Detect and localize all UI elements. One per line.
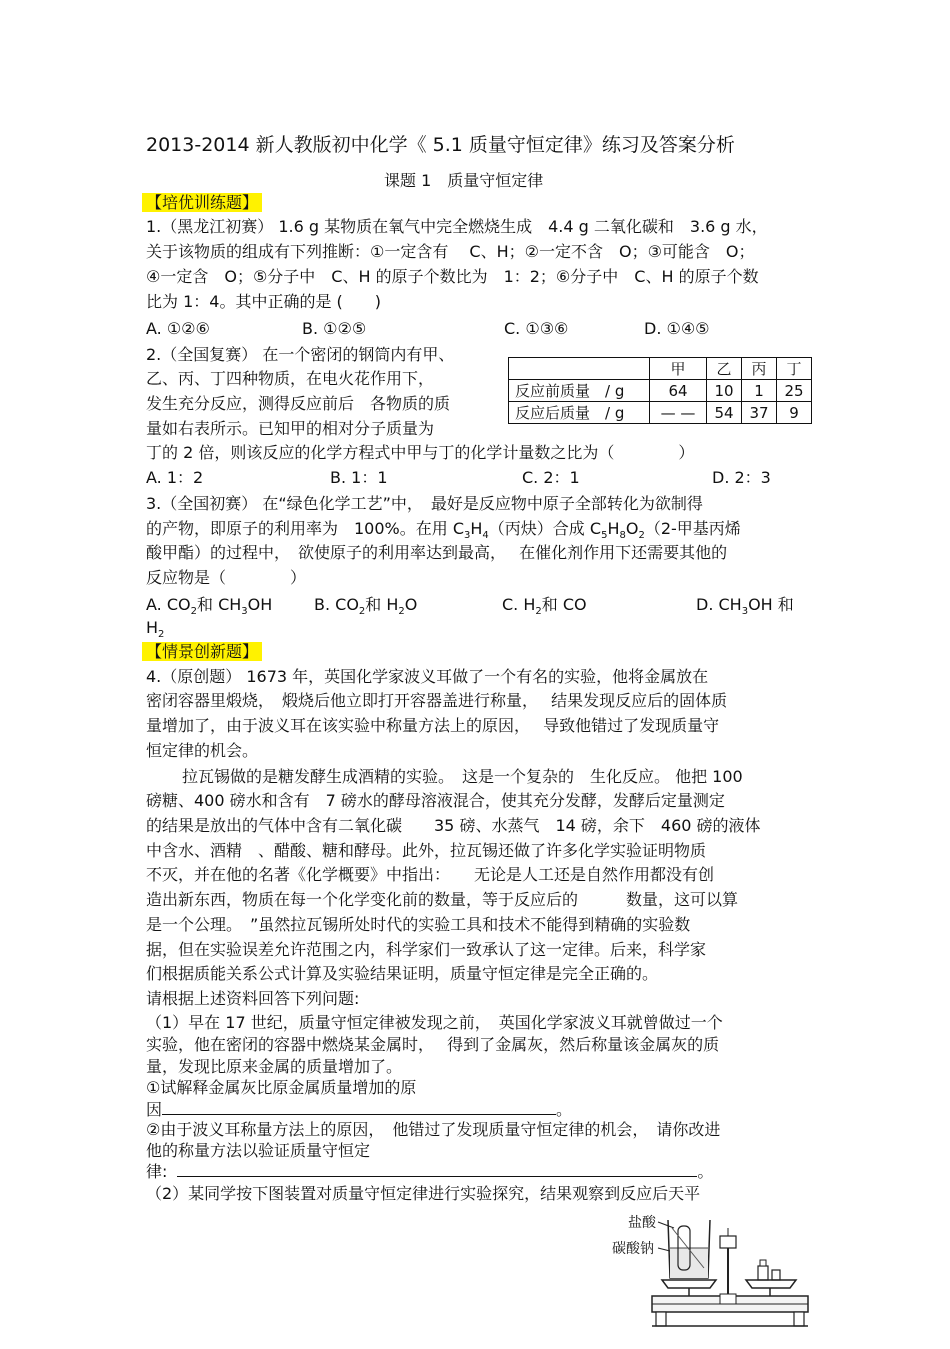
q4-line-1: 4.（原创题） 1673 年，英国化学家波义耳做了一个有名的实验，他将金属放在 [146,667,709,686]
q4-para-line-2: 磅糖、400 磅水和含有 7 磅水的酵母溶液混合，使其充分发酵，发酵后定量测定 [146,791,725,810]
q2-line-5: 丁的 2 倍，则该反应的化学方程式中甲与丁的化学计量数之比为（ ） [146,443,695,462]
q4-sub2-line-1: （2）某同学按下图装置对质量守恒定律进行实验探究，结果观察到反应后天平 [146,1184,701,1203]
q1-line-4: 比为 1：4。其中正确的是 ( ) [146,292,382,311]
answer-blank[interactable] [162,1100,556,1115]
q1-line-2: 关于该物质的组成有下列推断：①一定含有 C、H；②一定不含 O；③可能含 O； [146,242,755,261]
q2-line-1: 2.（全国复赛） 在一个密闭的钢筒内有甲、 [146,345,455,364]
q2-line-2: 乙、丙、丁四种物质，在电火花作用下， [146,369,435,388]
q3-option-d-cont: $H_2$ [146,618,165,641]
q4-sub1-question-1: ①试解释金属灰比原金属质量增加的原 [146,1078,417,1097]
q4-para-line-6: 造出新东西，物质在每一个化学变化前的数量，等于反应后的 数量，这可以算 [146,890,739,909]
q1-line-1: 1.（黑龙江初赛） 1.6 g 某物质在氧气中完全燃烧生成 4.4 g 二氧化碳和 3.6 g 水， [146,217,768,236]
lesson-subtitle: 课题 1 质量守恒定律 [384,171,544,190]
q4-sub1-question-2-line-1: ②由于波义耳称量方法上的原因， 他错过了发现质量守恒定律的机会， 请你改进 [146,1120,721,1139]
q4-para-line-4: 中含水、酒精 、醋酸、糖和酵母。此外，拉瓦锡还做了许多化学实验证明物质 [146,841,707,860]
table-header-row [509,358,812,380]
q3-option-c: C. $H_2$和 CO [502,595,587,618]
figure-label-sodium-carbonate: 碳酸钠 [612,1241,654,1257]
q1-line-3: ④一定含 O；⑤分子中 C、H 的原子个数比为 1：2；⑥分子中 C、H 的原子个数 [146,267,759,286]
table-cell: 丁 [777,358,812,380]
table-cell: 反应前质量 / g [509,380,650,402]
q3-option-a: A. $CO_2$和 $CH_3OH$ [146,595,273,618]
q1-option-b: B. ①②⑤ [302,319,367,338]
q1-option-c: C. ①③⑥ [504,319,569,338]
q4-para-line-1: 拉瓦锡做的是糖发酵生成酒精的实验。 这是一个复杂的 生化反应。 他把 100 [182,767,743,786]
figure-label-hydrochloric-acid: 盐酸 [628,1215,656,1231]
q4-sub1-question-2-line-2: 他的称量方法以验证质量守恒定 [146,1141,371,1160]
mass-table [508,357,812,424]
table-cell: 乙 [707,358,742,380]
table-cell: 丙 [742,358,777,380]
q4-para-line-7: 是一个公理。 ”虽然拉瓦锡所处时代的实验工具和技术不能得到精确的实验数 [146,915,691,934]
q4-para-line-3: 的结果是放出的气体中含有二氧化碳 35 磅、水蒸气 14 磅，余下 460 磅的液体 [146,816,761,835]
q4-para-line-5: 不灭，并在他的名著《化学概要》中指出： 无论是人工还是自然作用都没有创 [146,865,715,884]
table-cell [509,358,650,380]
q2-line-3: 发生充分反应，测得反应前后 各物质的质 [146,394,451,413]
q1-option-a: A. ①②⑥ [146,319,210,338]
q2-option-a: A. 1：2 [146,468,204,487]
q4-instruction: 请根据上述资料回答下列问题: [146,989,360,1008]
section-heading-training: 【培优训练题】 [146,192,262,214]
q4-para-line-8: 据，但在实验误差允许范围之内，科学家们一致承认了这一定律。后来，科学家 [146,940,707,959]
q4-sub1-answer-2: 律: 。 [146,1162,714,1181]
section-heading-scenario: 【情景创新题】 [146,641,262,663]
table-cell: 甲 [650,358,707,380]
document-title: 2013-2014 新人教版初中化学《 5.1 质量守恒定律》练习及答案分析 [146,134,735,156]
table-cell: 37 [742,402,777,424]
q4-line-2: 密闭容器里煅烧， 煅烧后他立即打开容器盖进行称量， 结果发现反应后的固体质 [146,691,728,710]
q4-line-3: 量增加了，由于波义耳在该实验中称量方法上的原因， 导致他错过了发现质量守 [146,716,720,735]
answer-blank[interactable] [177,1162,697,1177]
q2-option-c: C. 2：1 [522,468,580,487]
q2-line-4: 量如右表所示。已知甲的相对分子质量为 [146,419,435,438]
q3-option-b: B. $CO_2$和 $H_2O$ [314,595,418,618]
q3-line-2: 的产物，即原子的利用率为 100%。在用 $C_3H_4$（丙炔）合成 $C_5H_8O_2(2-$甲基丙烯 [146,519,741,542]
q4-para-line-9: 们根据质能关系公式计算及实验结果证明，质量守恒定律是完全正确的。 [146,964,659,983]
table-row [509,402,812,424]
table-cell: — — [650,402,707,424]
table-cell: 反应后质量 / g [509,402,650,424]
q3-option-d: D. $CH_3OH$ 和 [696,595,794,618]
table-cell: 25 [777,380,812,402]
q4-sub1-line-1: （1）早在 17 世纪，质量守恒定律被发现之前， 英国化学家波义耳就曾做过一个 [146,1013,723,1032]
q4-line-4: 恒定律的机会。 [146,741,259,760]
q2-option-d: D. 2：3 [712,468,771,487]
table-cell: 64 [650,380,707,402]
balance-apparatus-figure [612,1208,812,1345]
q1-option-d: D. ①④⑤ [644,319,710,338]
q3-line-4: 反应物是（ ） [146,568,307,587]
q4-sub1-answer-1: 因 。 [146,1100,573,1119]
table-cell: 1 [742,380,777,402]
q4-sub1-line-2: 实验，他在密闭的容器中燃烧某金属时， 得到了金属灰，然后称量该金属灰的质 [146,1035,720,1054]
table-row [509,380,812,402]
q3-line-3: 酸甲酯）的过程中， 欲使原子的利用率达到最高， 在催化剂作用下还需要其他的 [146,543,728,562]
q3-line-1: 3.（全国初赛） 在“绿色化学工艺”中， 最好是反应物中原子全部转化为欲制得 [146,494,703,513]
table-cell: 10 [707,380,742,402]
q4-sub1-line-3: 量，发现比原来金属的质量增加了。 [146,1057,403,1076]
table-cell: 9 [777,402,812,424]
table-cell: 54 [707,402,742,424]
q2-option-b: B. 1：1 [330,468,388,487]
